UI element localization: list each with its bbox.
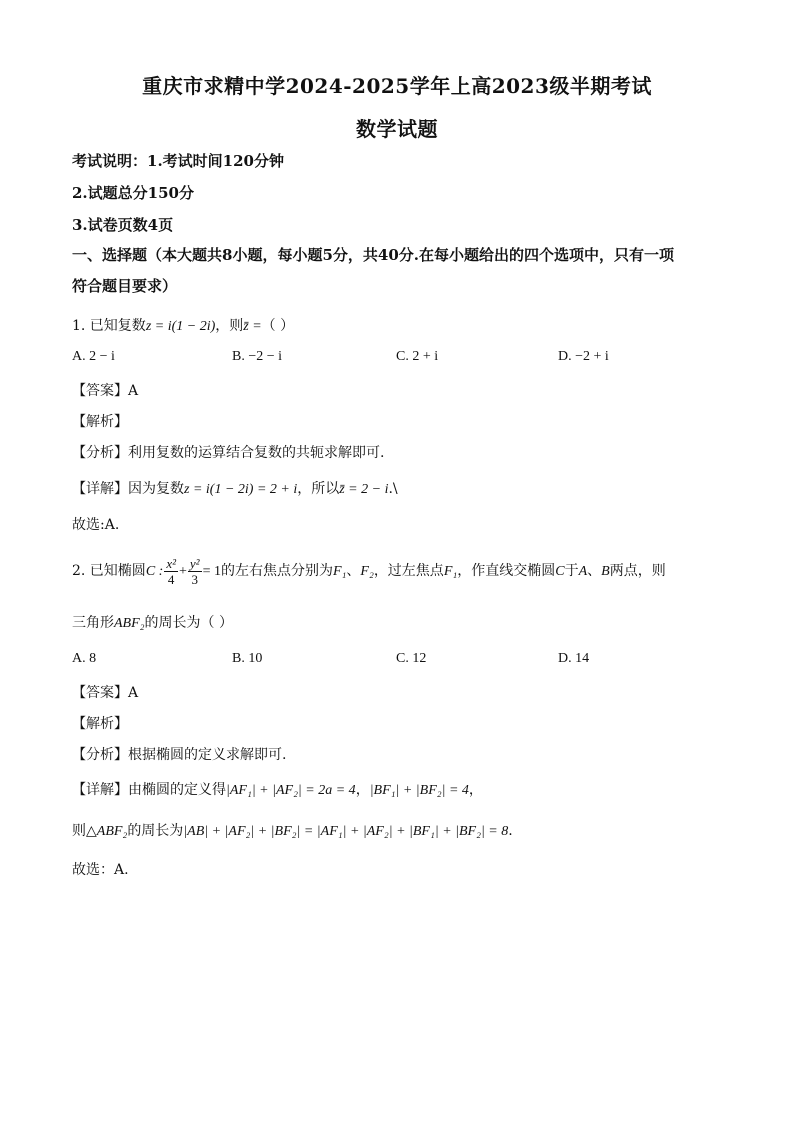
q2-line2-prefix: 三角形 (72, 615, 114, 631)
instruction-line-2: 2.试题总分150分 (72, 184, 194, 202)
q1-detail-prefix: 【详解】因为复数 (72, 481, 184, 497)
q1-detail-result: z̄ = 2 − i (339, 482, 389, 497)
q2-detail-prefix: 【详解】由椭圆的定义得 (72, 782, 226, 798)
q2-perim-prefix: 则△ (72, 823, 97, 839)
q2-text3: ，作直线交椭圆 (457, 563, 556, 579)
q2-fraction-y (188, 557, 202, 586)
question-2-stem (72, 553, 666, 590)
q2-eq: = 1 (202, 564, 221, 579)
q2-triangle: ABF₂ (114, 616, 145, 631)
q2-curve-name: C : (145, 564, 164, 579)
q2-fenxi: 【分析】根据椭圆的定义求解即可. (72, 747, 287, 763)
q2-perim-end: . (508, 823, 513, 839)
q2-option-d: D. 14 (558, 651, 590, 666)
q1-detail-mid: ，所以 (297, 481, 340, 497)
q2-frac2-den: 3 (191, 571, 198, 587)
instruction-line-1: 考试说明：1.考试时间120分钟 (72, 152, 284, 170)
exam-title: 重庆市求精中学2024-2025学年上高2023级半期考试 (142, 74, 652, 98)
q1-suffix: （ ） (261, 318, 295, 334)
q2-text5: 两点，则 (609, 563, 666, 579)
q2-point-b: B (601, 564, 610, 579)
q1-middle: ，则 (215, 318, 244, 334)
q2-point-a: A (578, 564, 588, 579)
q2-frac1-den: 4 (167, 571, 175, 587)
q2-perim-mid: 的周长为 (127, 823, 184, 839)
section-heading-line-2: 符合题目要求） (72, 277, 178, 295)
q1-prefix: 1. 已知复数 (72, 318, 146, 334)
q1-option-b: B. −2 − i (232, 349, 283, 364)
q1-answer: 【答案】A (72, 383, 139, 399)
q1-target: z̄ = (243, 319, 262, 334)
q1-detail (72, 478, 398, 498)
q2-detail (72, 779, 483, 799)
q2-line2-suffix: 的周长为（ ） (144, 615, 233, 631)
question-1-stem (72, 315, 294, 335)
q2-plus: + (178, 564, 187, 579)
q1-detail-end: .\ (388, 481, 398, 497)
q2-sep: 、 (346, 563, 361, 579)
q2-frac2-num: y² (189, 555, 200, 571)
q2-sep2: 、 (587, 563, 602, 579)
q1-detail-formula: z = i(1 − 2i) = 2 + i (184, 482, 298, 497)
q1-analysis-label: 【解析】 (72, 414, 128, 430)
q2-f2: F₂ (360, 564, 374, 579)
q2-detail-end: ， (468, 782, 483, 798)
question-2-stem-line-2 (72, 612, 233, 632)
q1-option-d: D. −2 + i (558, 349, 609, 364)
q1-option-a: A. 2 − i (72, 349, 115, 364)
q2-option-b: B. 10 (232, 651, 263, 666)
q2-prefix: 2. 已知椭圆 (72, 563, 146, 579)
instruction-line-3: 3.试卷页数4页 (72, 216, 174, 234)
q2-text2: ，过左焦点 (373, 563, 444, 579)
q1-option-c: C. 2 + i (396, 349, 439, 364)
section-heading-line-1: 一、选择题（本大题共8小题，每小题5分，共40分.在每小题给出的四个选项中，只有一项 (72, 246, 674, 264)
q2-conclusion: 故选：A. (72, 862, 129, 878)
q2-c2: C (555, 564, 565, 579)
q2-frac1-num: x² (166, 555, 176, 571)
q2-perim-formula: |AB| + |AF₂| + |BF₂| = |AF₁| + |AF₂| + |BF₁| + |BF₂| = 8 (183, 824, 509, 839)
q2-detail-f2: |BF₁| + |BF₂| = 4 (369, 783, 469, 798)
q2-fraction-x (164, 557, 178, 586)
q2-text1: 的左右焦点分别为 (220, 563, 333, 579)
q2-detail-f1: |AF₁| + |AF₂| = 2a = 4 (226, 783, 356, 798)
q2-analysis-label: 【解析】 (72, 716, 128, 732)
q1-formula: z = i(1 − 2i) (145, 319, 216, 334)
q2-perimeter (72, 820, 513, 840)
q2-perim-triangle: ABF₂ (96, 824, 128, 839)
exam-subtitle: 数学试题 (356, 117, 438, 141)
q2-option-c: C. 12 (396, 651, 427, 666)
q2-option-a: A. 8 (72, 651, 97, 666)
q2-f1b: F₁ (443, 564, 458, 579)
q2-f1: F₁ (332, 564, 347, 579)
q2-text4: 于 (564, 563, 579, 579)
q1-conclusion: 故选:A. (72, 517, 120, 533)
q1-fenxi: 【分析】利用复数的运算结合复数的共轭求解即可. (72, 445, 385, 461)
q2-answer: 【答案】A (72, 685, 139, 701)
q2-detail-mid: ， (355, 782, 370, 798)
